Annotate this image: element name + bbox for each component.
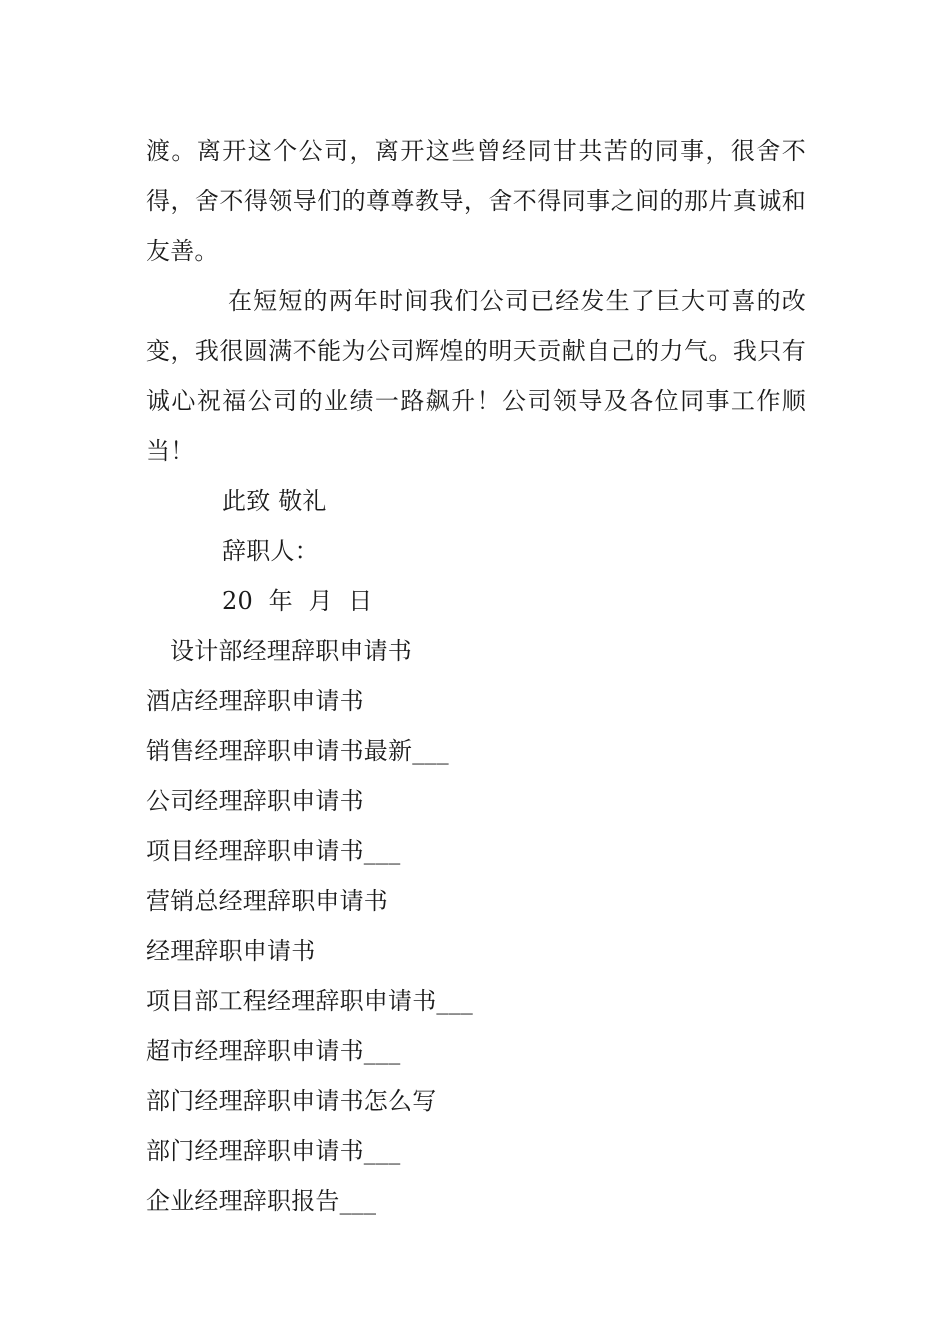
related-item[interactable]: 部门经理辞职申请书怎么写 (146, 1087, 437, 1115)
related-item[interactable]: 酒店经理辞职申请书 (146, 687, 364, 715)
signer-label: 辞职人： (222, 537, 319, 565)
related-item[interactable]: 经理辞职申请书 (146, 937, 316, 965)
letter-paragraph-1: 渡。离开这个公司，离开这些曾经同甘共苦的同事，很舍不得，舍不得领导们的尊尊教导，舍不得同事之间的那片真诚和友善。 (146, 137, 806, 265)
related-item[interactable]: 设计部经理辞职申请书 (170, 637, 412, 665)
related-item[interactable]: 项目经理辞职申请书___ (146, 837, 401, 865)
related-item[interactable]: 超市经理辞职申请书___ (146, 1037, 401, 1065)
letter-body (146, 126, 806, 1226)
letter-paragraph-2: 在短短的两年时间我们公司已经发生了巨大可喜的改变，我很圆满不能为公司辉煌的明天贡献自己的力气。我只有诚心祝福公司的业绩一路飙升！公司领导及各位同事工作顺当！ (146, 287, 806, 465)
related-item[interactable]: 销售经理辞职申请书最新___ (146, 737, 449, 765)
date-line: 20 年 月 日 (222, 587, 373, 615)
related-item[interactable]: 项目部工程经理辞职申请书___ (146, 987, 473, 1015)
related-list (146, 626, 806, 1226)
related-item[interactable]: 公司经理辞职申请书 (146, 787, 364, 815)
related-item[interactable]: 企业经理辞职报告___ (146, 1187, 377, 1215)
related-item[interactable]: 部门经理辞职申请书___ (146, 1137, 401, 1165)
related-item[interactable]: 营销总经理辞职申请书 (146, 887, 388, 915)
salutation: 此致 敬礼 (222, 487, 327, 515)
